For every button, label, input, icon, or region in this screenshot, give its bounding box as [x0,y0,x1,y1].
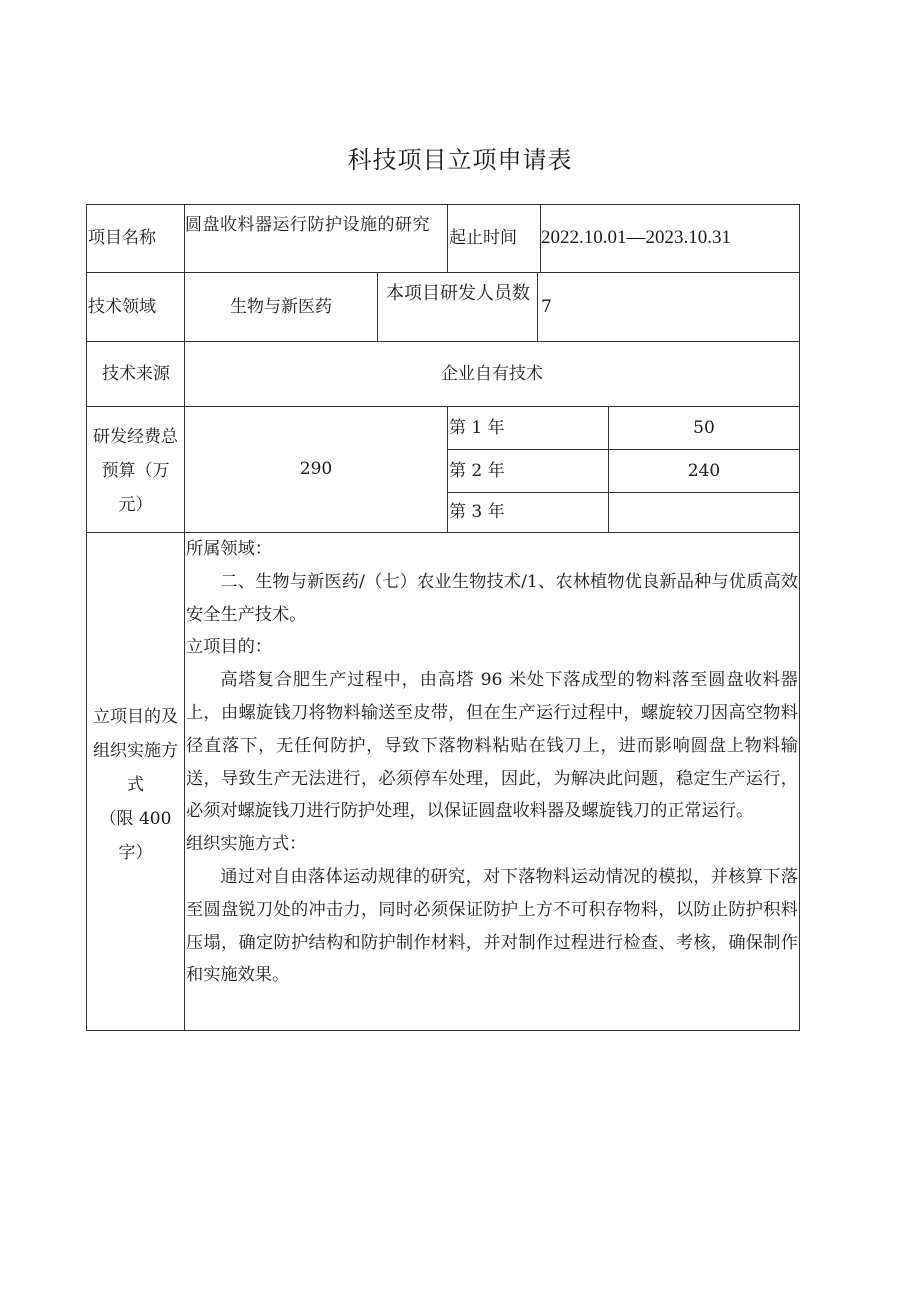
period-label: 起止时间 [449,228,517,249]
year-2-value: 240 [687,460,721,481]
year-1-value: 50 [693,417,715,438]
purpose-text: 高塔复合肥生产过程中，由高塔 96 米处下落成型的物料落至圆盘收料器上，由螺旋钱刀将物料输送至皮带，但在生产运行过程中，螺旋较刀因高空物料径直落下，无任何防护，导致下落物料粘贴在钱刀上，进而影响圆盘上物料输送，导致生产无法进行，必须停车处理，因此，为解决此问题，稳定生产运行，必须对螺旋钱刀进行防护处理，以保证圆盘收料器及螺旋钱刀的正常运行。 [186,670,798,822]
purpose-label-line5: 字） [118,843,153,863]
purpose-label-line2: 组织实施方 [93,741,178,761]
purpose-heading: 立项目的： [186,637,272,658]
purpose-label-line1: 立项目的及 [93,707,178,727]
method-heading: 组织实施方式： [186,834,307,855]
period-value: 2022.10.01—2023.10.31 [541,227,731,249]
purpose-content [186,533,798,1029]
purpose-label-line3: 式 [127,775,144,795]
project-name-label: 项目名称 [88,228,156,249]
tech-field-value: 生物与新医药 [230,296,332,317]
budget-label-line2: 预算（万 [101,461,170,481]
purpose-label [87,700,184,870]
tech-source-label: 技术来源 [102,363,170,384]
staff-count-label: 本项目研发人员数 [386,283,530,304]
project-name-value: 圆盘收料器运行防护设施的研究 [185,214,430,235]
budget-label [87,420,184,532]
year-3-label: 第 3 年 [449,502,505,523]
purpose-label-line4: （限 400 [99,809,172,829]
document-title: 科技项目立项申请表 [347,146,573,174]
year-3-value [609,493,799,532]
budget-label-line3: 元） [118,495,153,515]
tech-field-label: 技术领域 [88,296,156,317]
field-text: 二、生物与新医药/（七）农业生物技术/1、农林植物优良新品种与优质高效安全生产技术。 [186,571,798,625]
field-heading: 所属领域： [186,539,272,559]
budget-total: 290 [299,459,333,480]
budget-label-line1: 研发经费总 [93,427,178,447]
year-2-label: 第 2 年 [449,460,505,481]
method-text: 通过对自由落体运动规律的研究，对下落物料运动情况的模拟，并核算下落至圆盘锐刀处的冲击力，同时必须保证防护上方不可积存物料，以防止防护积料压塌，确定防护结构和防护制作材料，并对制作过程进行检查、考核，确保制作和实施效果。 [186,866,798,986]
year-1-label: 第 1 年 [449,417,505,438]
staff-count-value: 7 [541,296,552,317]
tech-source-value: 企业自有技术 [441,363,543,384]
